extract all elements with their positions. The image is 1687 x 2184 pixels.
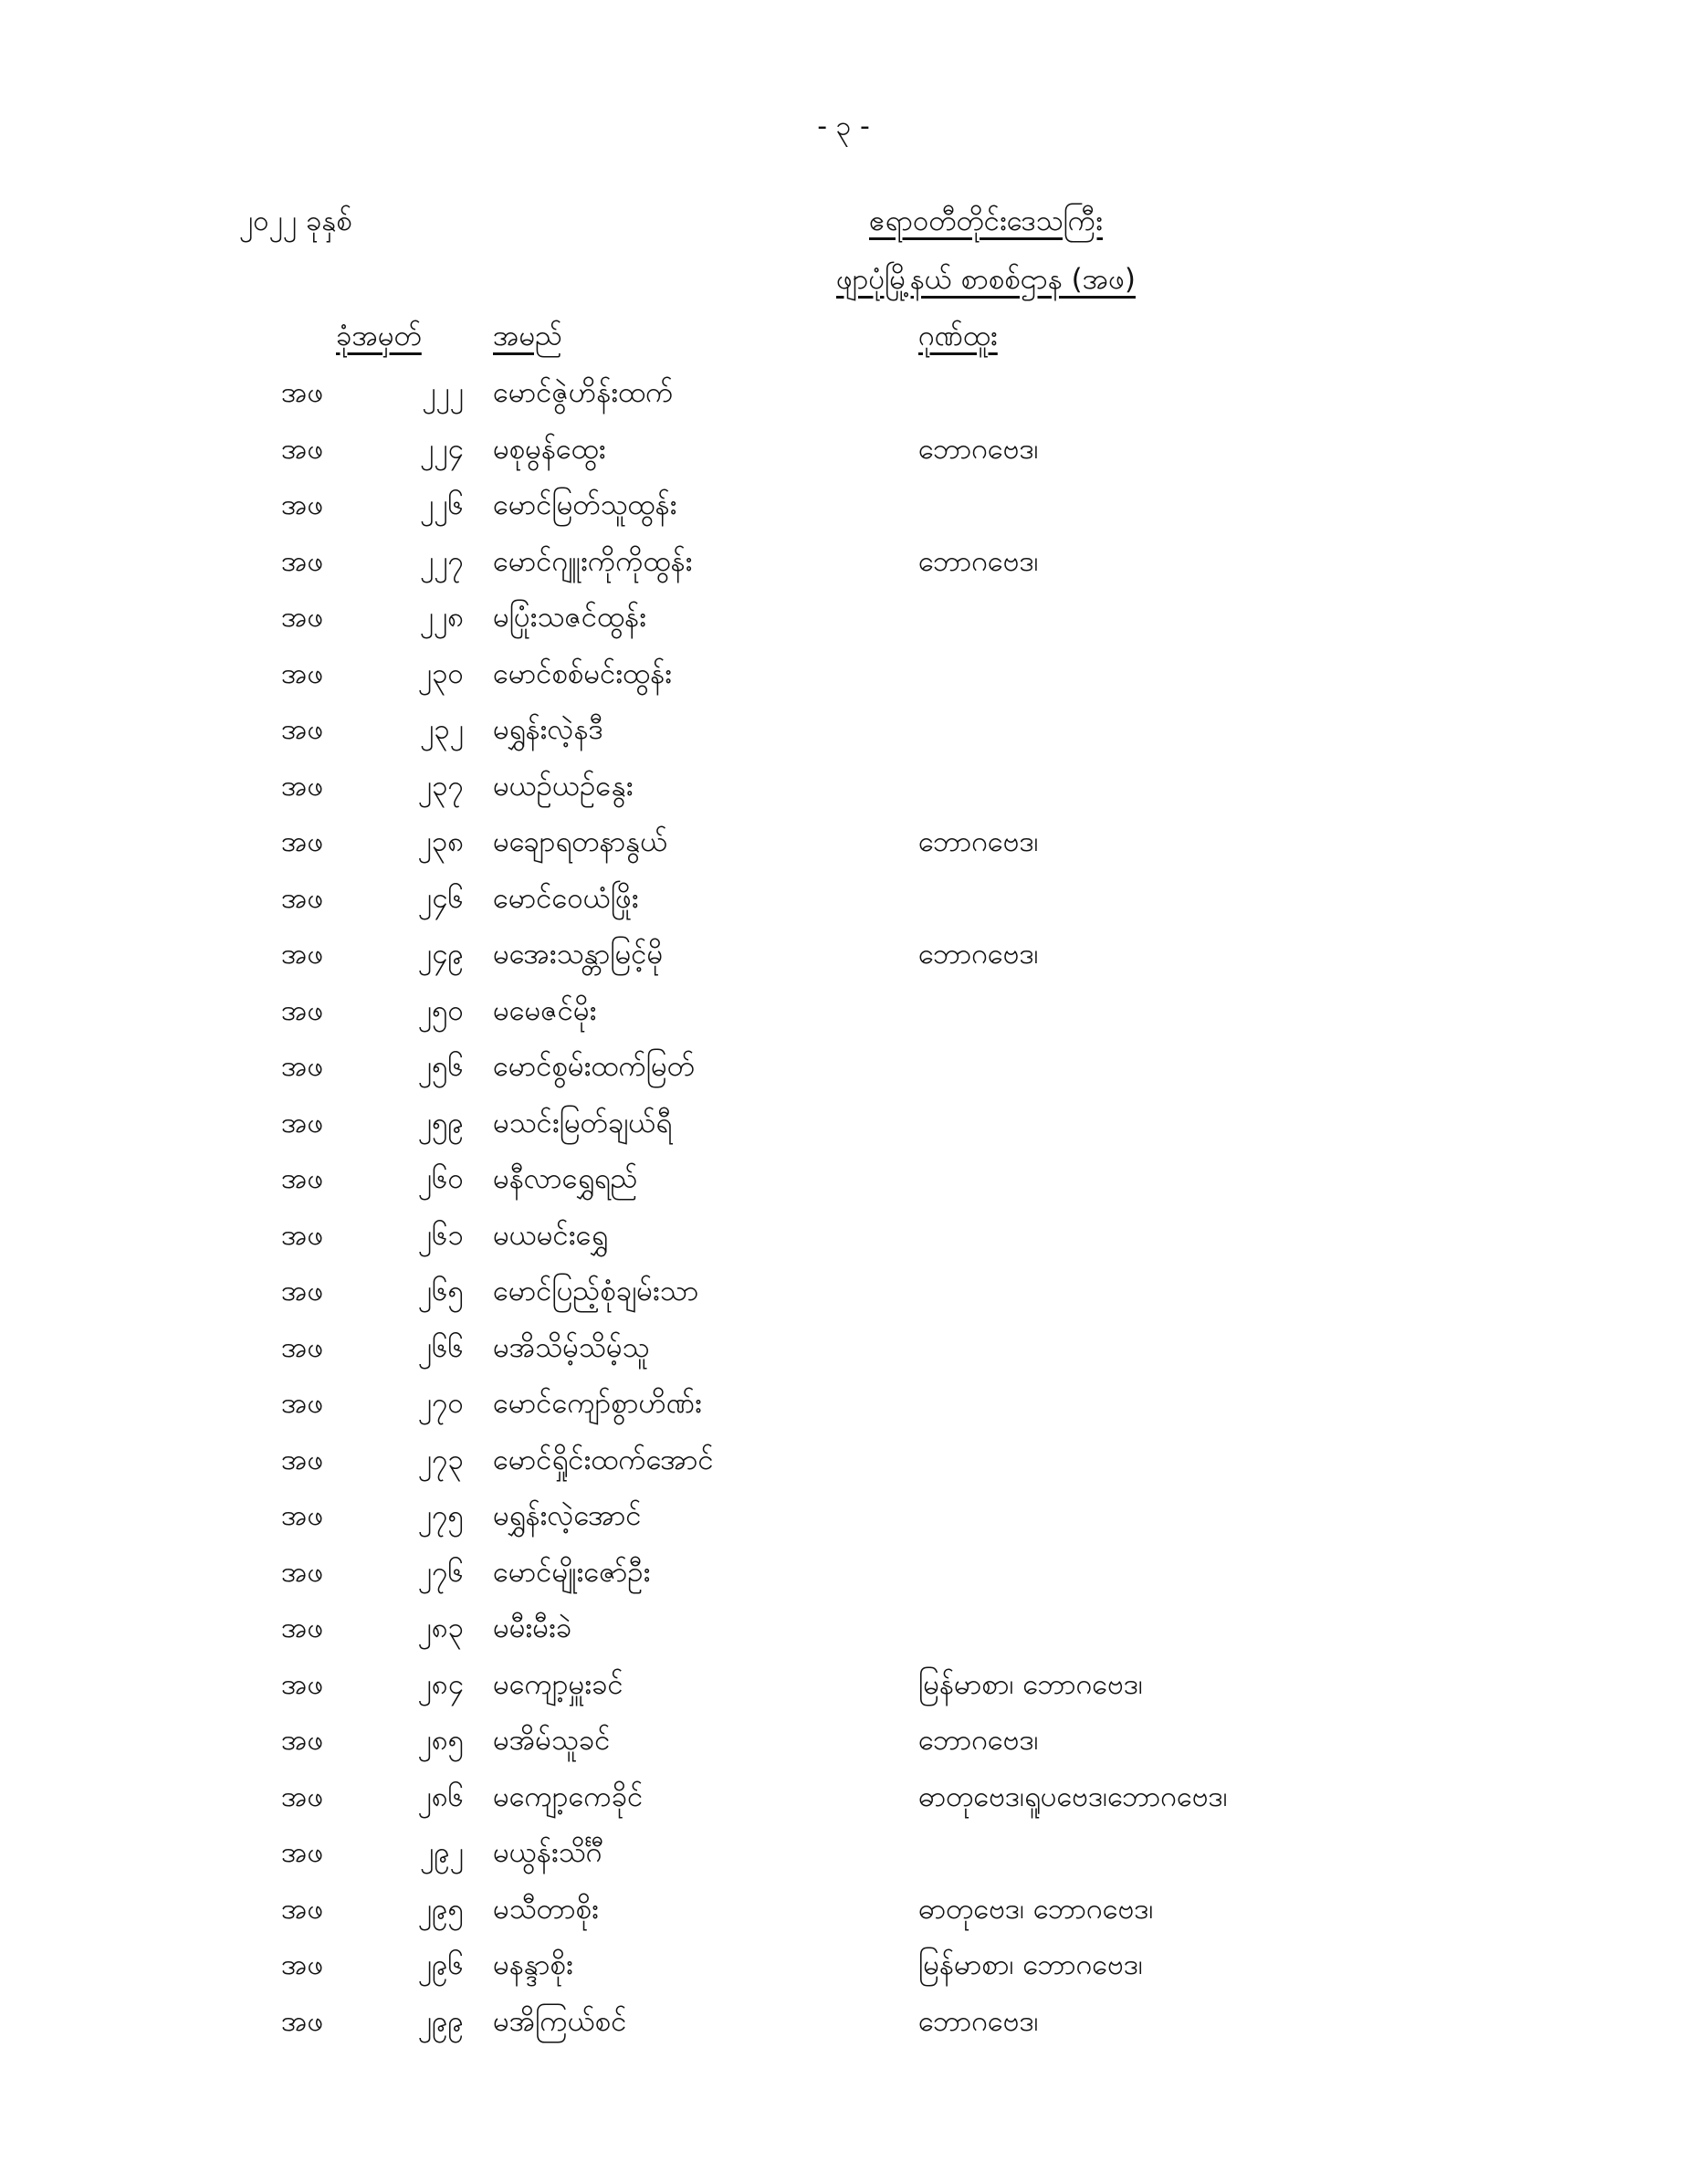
roll-number: ၂၄၆ [417, 881, 464, 915]
list-item [0, 1041, 1687, 1097]
student-name: မကျော့ကေခိုင် [493, 1780, 644, 1813]
list-item [0, 1210, 1687, 1266]
list-item [0, 1996, 1687, 2053]
list-item [0, 648, 1687, 705]
roll-number: ၂၆၆ [417, 1330, 464, 1364]
student-name: မယဉ်ယဉ်နွေး [493, 769, 634, 803]
student-name: မအိမ်သူခင် [493, 1724, 611, 1757]
roll-number: ၂၄၉ [417, 938, 464, 971]
roll-number: ၂၈၅ [417, 1724, 464, 1757]
center-code: အဖ [281, 1443, 324, 1476]
list-item [0, 1265, 1687, 1322]
roll-number: ၂၉၉ [417, 2004, 464, 2038]
student-name: မချောရတနာနွယ် [493, 825, 668, 858]
student-name: မောင်ရှိုင်းထက်အောင် [493, 1443, 714, 1476]
roll-number: ၂၃၇ [417, 769, 464, 803]
list-item [0, 929, 1687, 985]
student-name: မရွှန်းလဲ့နဒီ [493, 713, 603, 746]
student-name: မစုမွန်ထွေး [493, 432, 606, 466]
distinction-subjects: ဘောဂဗေဒ၊ [918, 938, 1039, 971]
distinction-subjects: ဘောဂဗေဒ၊ [918, 825, 1039, 858]
center-code: အဖ [281, 432, 324, 466]
student-name: မောင်မြတ်သူထွန်း [493, 488, 677, 521]
list-item [0, 1659, 1687, 1716]
center-code: အဖ [281, 993, 324, 1027]
distinction-subjects: မြန်မာစာ၊ ဘောဂဗေဒ၊ [918, 1948, 1143, 1981]
list-item [0, 479, 1687, 536]
student-name: မမီးမီးခဲ [493, 1612, 572, 1644]
roll-number: ၂၃၂ [420, 713, 464, 746]
roll-number: ၂၆၅ [417, 1275, 464, 1307]
roll-number: ၂၉၅ [417, 1892, 464, 1926]
center-code: အဖ [281, 1106, 324, 1139]
region-title: ဧရာဝတီတိုင်းဒေသကြီး [869, 205, 1103, 237]
student-name: မောင်ဂျူးကိုကိုထွန်း [493, 544, 693, 578]
center-code: အဖ [281, 1387, 324, 1420]
center-code: အဖ [281, 825, 324, 858]
distinction-subjects: ဘောဂဗေဒ၊ [918, 432, 1039, 466]
roll-number: ၂၆၁ [417, 1218, 464, 1252]
list-item [0, 1602, 1687, 1659]
list-item [0, 1434, 1687, 1491]
center-code: အဖ [281, 1780, 324, 1813]
distinction-subjects: ဓာတုဗေဒ၊ ဘောဂဗေဒ၊ [918, 1892, 1154, 1926]
distinction-subjects: မြန်မာစာ၊ ဘောဂဗေဒ၊ [918, 1667, 1143, 1701]
results-list [0, 367, 1687, 2052]
list-item [0, 1322, 1687, 1379]
student-name: မမေဇင်မိုး [493, 993, 597, 1027]
list-item [0, 1490, 1687, 1547]
list-item [0, 424, 1687, 480]
center-code: အဖ [281, 1612, 324, 1644]
roll-number: ၂၅၆ [417, 1050, 464, 1083]
roll-number: ၂၅၉ [417, 1106, 464, 1139]
roll-number: ၂၂၆ [420, 488, 464, 521]
roll-number: ၂၉၂ [420, 1836, 464, 1869]
list-item [0, 367, 1687, 424]
center-code: အဖ [281, 1499, 324, 1532]
student-name: မအေးသန္တာမြင့်မို [493, 938, 664, 971]
center-code: အဖ [281, 713, 324, 746]
list-item [0, 1771, 1687, 1828]
center-code: အဖ [281, 1555, 324, 1589]
roll-number: ၂၉၆ [417, 1948, 464, 1981]
roll-number: ၂၅၀ [417, 993, 464, 1027]
list-item [0, 704, 1687, 761]
student-name: မအိကြယ်စင် [493, 2004, 627, 2038]
exam-center-subtitle: ဖျာပုံမြို့နယ် စာစစ်ဌာန (အဖ) [836, 263, 1136, 296]
roll-number: ၂၇၅ [417, 1499, 464, 1532]
student-name: မယွန်းသိင်္ဂီ [493, 1836, 604, 1869]
list-item [0, 985, 1687, 1042]
student-name: မောင်စွမ်းထက်မြတ် [493, 1050, 695, 1083]
page-number: - ၃ - [817, 110, 870, 142]
student-name: မောင်ပြည့်စုံချမ်းသာ [493, 1275, 699, 1307]
student-name: မပြုံးသဇင်ထွန်း [493, 601, 646, 634]
roll-number: ၂၈၃ [417, 1612, 464, 1644]
roll-number: ၂၈၆ [417, 1780, 464, 1813]
roll-number: ၂၂၂ [422, 376, 464, 409]
roll-number: ၂၇၆ [417, 1555, 464, 1589]
student-name: မောင်မျိုးဇော်ဦး [493, 1555, 651, 1589]
center-code: အဖ [281, 544, 324, 578]
center-code: အဖ [281, 1836, 324, 1869]
student-name: မောင်ဝေယံဖြိုး [493, 881, 639, 915]
center-code: အဖ [281, 769, 324, 803]
list-item [0, 873, 1687, 929]
distinction-subjects: ဘောဂဗေဒ၊ [918, 2004, 1039, 2038]
list-item [0, 1097, 1687, 1154]
center-code: အဖ [281, 1667, 324, 1701]
list-item [0, 536, 1687, 593]
distinction-subjects: ဓာတုဗေဒ၊ရူပဗေဒ၊ဘောဂဗေဒ၊ [918, 1780, 1228, 1813]
center-code: အဖ [281, 1162, 324, 1195]
student-name: မောင်ဇွဲဟိန်းထက် [493, 376, 674, 409]
student-name: မသင်းမြတ်ချယ်ရီ [493, 1106, 673, 1139]
column-header-roll: ခုံအမှတ် [336, 320, 422, 352]
list-item [0, 592, 1687, 648]
student-name: မောင်စစ်မင်းထွန်း [493, 656, 673, 690]
center-code: အဖ [281, 1050, 324, 1083]
column-header-distinction: ဂုဏ်ထူး [918, 320, 998, 352]
distinction-subjects: ဘောဂဗေဒ၊ [918, 544, 1039, 578]
list-item [0, 1547, 1687, 1603]
center-code: အဖ [281, 1948, 324, 1981]
center-code: အဖ [281, 656, 324, 690]
roll-number: ၂၆၀ [417, 1162, 464, 1195]
roll-number: ၂၇၀ [417, 1387, 464, 1420]
roll-number: ၂၂၇ [420, 544, 464, 578]
list-item [0, 761, 1687, 817]
center-code: အဖ [281, 2004, 324, 2038]
center-code: အဖ [281, 488, 324, 521]
roll-number: ၂၃၀ [417, 656, 464, 690]
student-name: မယမင်းရွှေ [493, 1218, 608, 1252]
center-code: အဖ [281, 1275, 324, 1307]
list-item [0, 1939, 1687, 1996]
center-code: အဖ [281, 881, 324, 915]
student-name: မကျော့မှူးခင် [493, 1667, 623, 1701]
distinction-subjects: ဘောဂဗေဒ၊ [918, 1724, 1039, 1757]
student-name: မအိသိမ့်သိမ့်သူ [493, 1330, 650, 1364]
center-code: အဖ [281, 601, 324, 634]
list-item [0, 1884, 1687, 1940]
list-item [0, 1715, 1687, 1771]
center-code: အဖ [281, 1892, 324, 1926]
roll-number: ၂၃၈ [417, 825, 464, 858]
center-code: အဖ [281, 376, 324, 409]
list-item [0, 1153, 1687, 1210]
list-item [0, 1378, 1687, 1434]
list-item [0, 1827, 1687, 1884]
center-code: အဖ [281, 1218, 324, 1252]
student-name: မရွှန်းလဲ့အောင် [493, 1499, 642, 1532]
roll-number: ၂၂၄ [420, 432, 464, 466]
column-header-name: အမည် [493, 320, 563, 352]
roll-number: ၂၂၈ [419, 601, 464, 634]
student-name: မောင်ကျော်စွာဟိဏ်း [493, 1387, 702, 1420]
roll-number: ၂၈၄ [417, 1667, 464, 1701]
list-item [0, 816, 1687, 873]
student-name: မနီလာရွှေရည် [493, 1162, 638, 1195]
year-label: ၂၀၂၂ ခုနှစ် [239, 205, 352, 237]
center-code: အဖ [281, 1724, 324, 1757]
roll-number: ၂၇၃ [417, 1443, 464, 1476]
student-name: မနန္ဒာစိုး [493, 1948, 573, 1981]
center-code: အဖ [281, 938, 324, 971]
student-name: မသီတာစိုး [493, 1892, 599, 1926]
center-code: အဖ [281, 1330, 324, 1364]
